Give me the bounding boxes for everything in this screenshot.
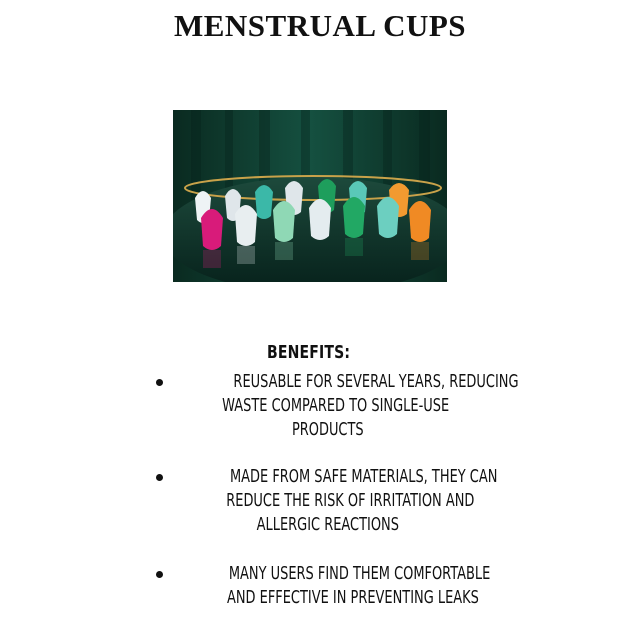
benefit-line: AND EFFECTIVE IN PREVENTING LEAKS <box>226 587 479 608</box>
menstrual-cups-photo <box>173 110 447 282</box>
cups-illustration <box>173 110 447 282</box>
bullet-icon <box>156 474 163 481</box>
benefit-line: PRODUCTS <box>292 419 364 440</box>
benefit-text <box>178 562 491 610</box>
benefit-line: WASTE COMPARED TO SINGLE-USE <box>222 395 450 416</box>
benefits-heading: BENEFITS: <box>267 342 351 363</box>
bullet-icon <box>156 379 163 386</box>
benefit-line: REUSABLE FOR SEVERAL YEARS, REDUCING <box>233 371 519 392</box>
benefit-line: MANY USERS FIND THEM COMFORTABLE <box>228 563 491 584</box>
benefit-line: ALLERGIC REACTIONS <box>256 514 400 535</box>
page-title: MENSTRUAL CUPS <box>173 8 467 43</box>
benefit-line: REDUCE THE RISK OF IRRITATION AND <box>226 490 475 511</box>
benefit-line: MADE FROM SAFE MATERIALS, THEY CAN <box>229 466 498 487</box>
benefit-text <box>178 465 498 537</box>
benefit-text <box>178 370 519 442</box>
bullet-icon <box>156 571 163 578</box>
